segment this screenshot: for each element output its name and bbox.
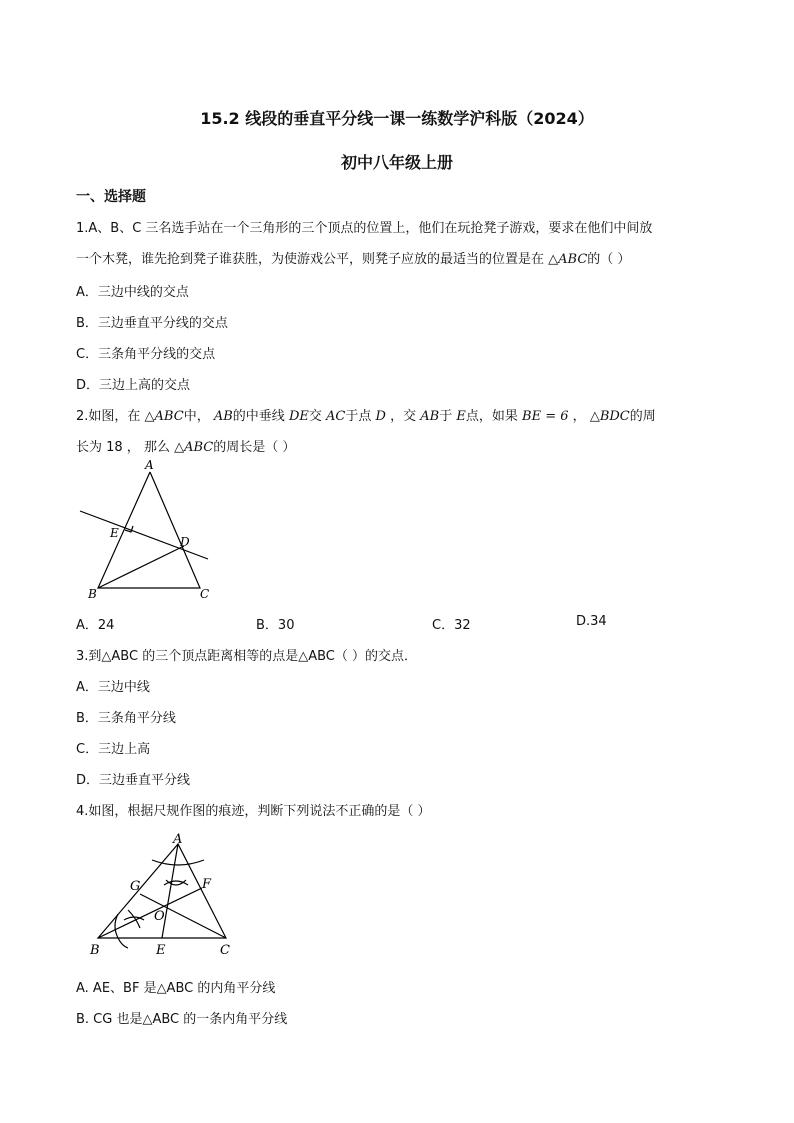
q2-math: BDC (599, 409, 630, 424)
q2-math: AB (420, 409, 440, 424)
q1-option-b: B．三边垂直平分线的交点 (76, 316, 228, 331)
q2-option-c: C．32 (432, 618, 471, 633)
q3-option-a: A．三边中线 (76, 680, 150, 695)
q2-math: AC (326, 409, 346, 424)
doc-subtitle: 初中八年级上册 (340, 153, 453, 172)
q1-triangle-name: ABC (558, 252, 588, 267)
q2-text: 于点 (345, 409, 372, 424)
q4-construction-figure (84, 830, 254, 960)
q2-text: 于 (439, 409, 453, 424)
q2-label-e: E (110, 526, 119, 540)
q1-stem-end: 的（ ） (587, 252, 631, 267)
q2-text: 交 (308, 409, 322, 424)
q2-label-d: D (180, 535, 190, 549)
q3-option-c: C．三边上高 (76, 742, 151, 757)
q4-option-b: B. CG 也是△ABC 的一条内角平分线 (76, 1012, 288, 1027)
doc-title: 15.2 线段的垂直平分线一课一练数学沪科版（2024） (200, 109, 594, 128)
q2-segment-bd (98, 546, 184, 588)
q4-label-b: B (90, 943, 100, 958)
q2-text: 的周长是（ ） (213, 440, 296, 455)
q1-option-d: D．三边上高的交点 (76, 378, 191, 393)
q2-triangle-figure (72, 456, 222, 606)
q2-math: ABC (184, 440, 214, 455)
q1-stem-text: 一个木凳，谁先抢到凳子谁获胜，为使游戏公平，则凳子应放的最适当的位置是在 (76, 252, 545, 267)
q2-label-b: B (88, 587, 97, 601)
q2-math: E (456, 409, 466, 424)
q2-triangle-symbol: △ (589, 409, 600, 424)
q1-option-a: A．三边中线的交点 (76, 285, 189, 300)
q1-stem-line2 (76, 248, 630, 267)
q1-triangle-symbol: △ (548, 252, 559, 267)
q2-text: ，交 (390, 409, 417, 424)
q2-option-b: B．30 (256, 618, 295, 633)
q2-text: 的周 (629, 409, 656, 424)
q3-stem: 3.到△ABC 的三个顶点距离相等的点是△ABC（ ）的交点． (76, 649, 417, 664)
q2-label-a: A (145, 458, 154, 472)
q4-option-a: A. AE、BF 是△ABC 的内角平分线 (76, 981, 276, 996)
q2-math: AB (213, 409, 233, 424)
q4-segment-bf (98, 888, 202, 938)
q4-label-c: C (220, 943, 230, 958)
q4-label-a: A (173, 832, 183, 847)
q2-option-a: A．24 (76, 618, 115, 633)
q2-text: 中， (183, 409, 210, 424)
q2-math: DE (288, 409, 309, 424)
q4-stem: 4.如图，根据尺规作图的痕迹，判断下列说法不正确的是（ ） (76, 804, 431, 819)
q2-text: 2.如图，在 (76, 409, 141, 424)
q2-option-d: D.34 (576, 614, 607, 629)
q2-math: BE = 6 (522, 409, 569, 424)
q1-stem-line1: 1.A、B、C 三名选手站在一个三角形的三个顶点的位置上，他们在玩抢凳子游戏，要求在他们中间放 (76, 221, 653, 236)
q2-triangle-symbol: △ (174, 440, 185, 455)
q2-math: D (375, 409, 386, 424)
q2-text: ， (572, 409, 586, 424)
q2-stem-line2 (76, 436, 295, 455)
q2-text: 的中垂线 (232, 409, 285, 424)
q4-label-g: G (130, 879, 141, 894)
q2-label-c: C (200, 587, 210, 601)
q3-option-d: D．三边垂直平分线 (76, 773, 191, 788)
q3-option-b: B．三条角平分线 (76, 711, 176, 726)
q1-option-c: C．三条角平分线的交点 (76, 347, 216, 362)
q4-label-o: O (154, 909, 165, 924)
q2-text: 点，如果 (465, 409, 518, 424)
section-heading: 一、选择题 (76, 189, 146, 205)
q2-triangle-symbol: △ (144, 409, 155, 424)
q4-segment-cg (140, 894, 226, 938)
q4-label-e: E (156, 943, 166, 958)
q2-text: 长为 18 ， 那么 (76, 440, 170, 455)
q2-math: ABC (154, 409, 184, 424)
q4-label-f: F (202, 877, 212, 892)
q2-stem-line1 (76, 405, 656, 424)
q4-arc-top (152, 860, 204, 865)
